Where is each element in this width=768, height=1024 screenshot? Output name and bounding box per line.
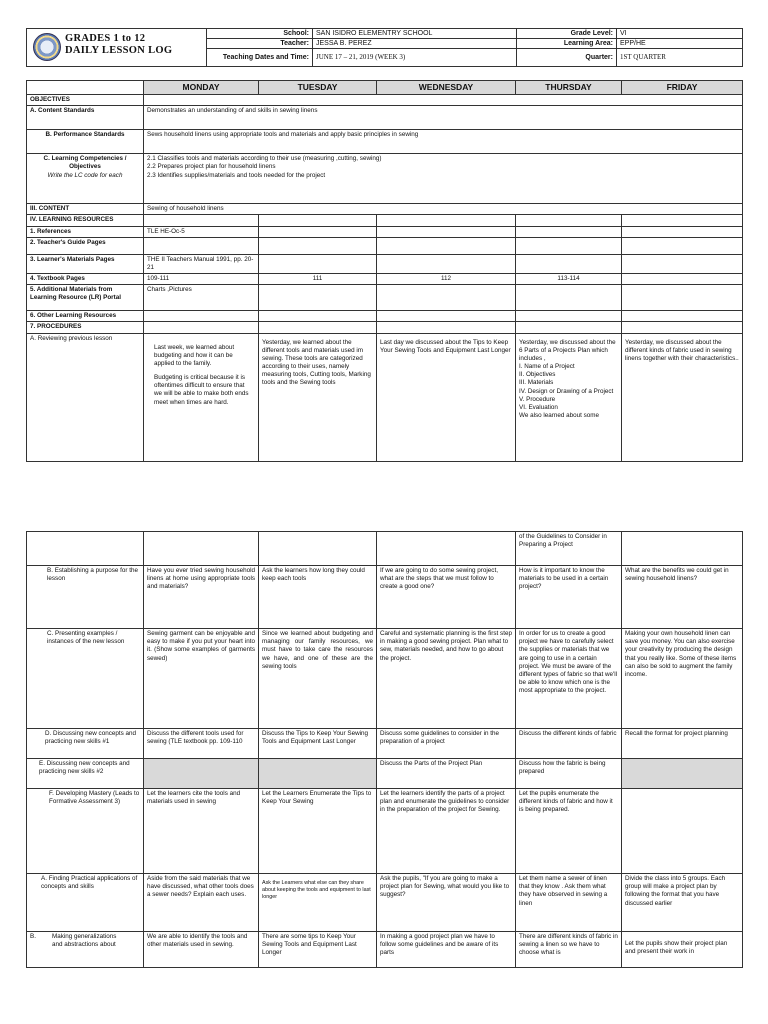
- textbook-thursday: 113-114: [516, 274, 622, 285]
- school-label: School:: [207, 29, 313, 39]
- school-value: SAN ISIDRO ELEMENTRY SCHOOL: [313, 29, 517, 39]
- purpose-wednesday: If we are going to do some sewing project, what are the steps that we must follow to create a good one?: [377, 566, 516, 629]
- discussing1-thursday: Discuss the different kinds of fabric: [516, 729, 622, 759]
- reviewing-thursday-continued: of the Guidelines to Consider in Preparing a Project: [516, 532, 622, 566]
- reviewing-label: A. Reviewing previous lesson: [27, 333, 144, 461]
- teacher-value: JESSA B. PEREZ: [313, 39, 517, 49]
- list-item: VI. Evaluation: [519, 403, 558, 411]
- mastery-monday: Let the learners cite the tools and materials used in sewing: [144, 789, 259, 874]
- list-item: We also learned about some: [519, 412, 600, 420]
- header-table: [26, 28, 743, 67]
- textbook-wednesday: 112: [377, 274, 516, 285]
- purpose-monday: Have you ever tried sewing household linens at home using appropriate tools and materials?: [144, 566, 259, 629]
- generalizations-friday: Let the pupils show their project plan and present their work in: [622, 932, 743, 968]
- mastery-label: F. Developing Mastery (Leads to Formative Assessment 3): [27, 789, 144, 874]
- purpose-friday: What are the benefits we could get in sewing household linens?: [622, 566, 743, 629]
- generalizations-thursday: There are different kinds of fabric in sewing a linen so we have to choose what is: [516, 932, 622, 968]
- competency-line: 2.1 Classifies tools and materials according to their use (measuring ,cutting, sewing): [147, 155, 382, 163]
- discussing1-label: D. Discussing new concepts and practicing new skills #1: [27, 729, 144, 759]
- practical-label: A. Finding Practical applications of concepts and skills: [27, 874, 144, 932]
- competencies-note: Write the LC code for each: [47, 171, 123, 179]
- dates-value: JUNE 17 – 21, 2019 (WEEK 3): [313, 49, 517, 67]
- quarter-value: 1ST QUARTER: [617, 49, 743, 67]
- lesson-table-page-2: [26, 531, 743, 968]
- day-header-wednesday: WEDNESDAY: [377, 81, 516, 95]
- mastery-thursday: Let the pupils enumerate the different kinds of fabric and how it is being prepared.: [516, 789, 622, 874]
- additional-materials-label: 5. Additional Materials from Learning Resource (LR) Portal: [27, 285, 144, 311]
- title-line-1: GRADES 1 to 12: [65, 33, 146, 44]
- content-label: III. CONTENT: [27, 204, 144, 215]
- content-value: Sewing of household linens: [144, 204, 743, 215]
- purpose-label: B. Establishing a purpose for the lesson: [27, 566, 144, 629]
- page-1: [0, 0, 768, 478]
- textbook-friday: [622, 274, 743, 285]
- day-header-monday: MONDAY: [144, 81, 259, 95]
- presenting-wednesday: Careful and systematic planning is the first step in making a good sewing project. Plan what to sew, materials needed, and how to go about the project.: [377, 629, 516, 729]
- day-header-tuesday: TUESDAY: [259, 81, 377, 95]
- list-item: IV. Design or Drawing of a Project: [519, 387, 614, 395]
- quarter-label: Quarter:: [517, 49, 617, 67]
- area-label: Learning Area:: [517, 39, 617, 49]
- discussing1-tuesday: Discuss the Tips to Keep Your Sewing Tools and Equipment Last Longer: [259, 729, 377, 759]
- reviewing-thursday: [516, 333, 622, 461]
- dates-label: Teaching Dates and Time:: [207, 49, 313, 67]
- presenting-tuesday: Since we learned about budgeting and managing our family resources, we must have to take care the resources we have, and one of these are the sewing tools: [259, 629, 377, 729]
- references-label: 1. References: [27, 226, 144, 237]
- additional-materials-value: Charts ,Pictures: [144, 285, 259, 311]
- discussing2-wednesday: Discuss the Parts of the Project Plan: [377, 759, 516, 789]
- generalizations-wednesday: In making a good project plan we have to follow some guidelines and be aware of its parts: [377, 932, 516, 968]
- list-item: I. Name of a Project: [519, 363, 575, 371]
- generalizations-letter: B.: [30, 933, 36, 940]
- procedures-heading: 7. PROCEDURES: [27, 322, 144, 333]
- reviewing-monday-p2: Budgeting is critical because it is oftentimes difficult to ensure that we will be able to make both ends meet when times are hard.: [154, 374, 249, 406]
- practical-tuesday: Ask the Learners what else can they share about keeping the tools and equipment to last longer: [259, 874, 377, 932]
- performance-standards-value: Sews household linens using appropriate tools and materials and apply basic principles in sewing: [144, 130, 743, 154]
- reviewing-monday: [144, 333, 259, 461]
- title-line-2: DAILY LESSON LOG: [65, 45, 173, 57]
- day-header-friday: FRIDAY: [622, 81, 743, 95]
- teacher-label: Teacher:: [207, 39, 313, 49]
- textbook-tuesday: 111: [259, 274, 377, 285]
- teachers-guide-label: 2. Teacher's Guide Pages: [27, 237, 144, 254]
- references-value: TLE HE-Oc-5: [144, 226, 259, 237]
- generalizations-tuesday: There are some tips to Keep Your Sewing Tools and Equipment Last Longer: [259, 932, 377, 968]
- grade-value: VI: [617, 29, 743, 39]
- list-item: III. Materials: [519, 379, 554, 387]
- lesson-table-page-1: [26, 80, 743, 462]
- title-block: [27, 29, 207, 67]
- reviewing-friday: Yesterday, we discussed about the different kinds of fabric used in sewing linens together with their characteristics..: [622, 333, 743, 461]
- reviewing-thursday-intro: Yesterday, we discussed about the 6 Parts of a Projects Plan which includes ,: [519, 338, 616, 362]
- mastery-wednesday: Let the learners identify the parts of a project plan and enumerate the guidelines to consider in the preparation of the project for Sewing.: [377, 789, 516, 874]
- discussing1-monday: Discuss the different tools used for sewing (TLE textbook pp. 109-110: [144, 729, 259, 759]
- objectives-heading: OBJECTIVES: [27, 95, 144, 106]
- practical-friday: Divide the class into 5 groups. Each group will make a project plan by following the format that you have discussed earlier: [622, 874, 743, 932]
- competencies-label-cell: [27, 154, 144, 204]
- competencies-label: C. Learning Competencies / Objectives: [43, 155, 127, 171]
- textbook-monday: 109-111: [144, 274, 259, 285]
- discussing1-friday: Recall the format for project planning: [622, 729, 743, 759]
- practical-thursday: Let them name a sewer of linen that they know . Ask them what they have observed in sewing a linen: [516, 874, 622, 932]
- purpose-tuesday: Ask the learners how long they could keep each tools: [259, 566, 377, 629]
- deped-seal-icon: [33, 33, 61, 61]
- competency-line: 2.2 Prepares project plan for household linens: [147, 163, 276, 171]
- presenting-thursday: In order for us to create a good project we have to carefully select the supplies or materials that we are going to use in a certain project. We must be aware of the different types of fabric so that we'll be able to know which one is the most appropriate to the project.: [516, 629, 622, 729]
- generalizations-label: Making generalizations and abstractions about: [52, 933, 117, 949]
- other-resources-label: 6. Other Learning Resources: [27, 311, 144, 322]
- performance-standards-label: B. Performance Standards: [27, 130, 144, 154]
- grade-label: Grade Level:: [517, 29, 617, 39]
- corner-cell: [27, 81, 144, 95]
- reviewing-tuesday: Yesterday, we learned about the different tools and materials used im sewing. These tools are categorized according to their uses, namely measuring tools, Cutting tools, Marking tools and the Sewing tools: [259, 333, 377, 461]
- content-standards-label: A. Content Standards: [27, 106, 144, 130]
- learners-materials-label: 3. Learner's Materials Pages: [27, 254, 144, 273]
- area-value: EPP/HE: [617, 39, 743, 49]
- discussing1-wednesday: Discuss some guidelines to consider in the preparation of a project: [377, 729, 516, 759]
- practical-wednesday: Ask the pupils, "If you are going to make a project plan for Sewing, what would you like to suggest?: [377, 874, 516, 932]
- list-item: II. Objectives: [519, 371, 556, 379]
- discussing2-label: E. Discussing new concepts and practicing new skills #2: [27, 759, 144, 789]
- reviewing-monday-p1: Last week, we learned about budgeting and how it can be applied to the family.: [154, 343, 235, 367]
- learning-resources-heading: IV. LEARNING RESOURCES: [27, 215, 144, 226]
- generalizations-monday: We are able to identify the tools and other materials used in sewing.: [144, 932, 259, 968]
- day-header-thursday: THURSDAY: [516, 81, 622, 95]
- learners-materials-value: THE II Teachers Manual 1991, pp. 20-21: [144, 254, 259, 273]
- presenting-friday: Making your own household linen can save you money. You can also exercise your creativity by producing the design that you really like. Some of these items can also be sold to augment the family income.: [622, 629, 743, 729]
- mastery-tuesday: Let the Learners Enumerate the Tips to Keep Your Sewing: [259, 789, 377, 874]
- page-2: [0, 528, 768, 1024]
- discussing2-thursday: Discuss how the fabric is being prepared: [516, 759, 622, 789]
- generalizations-label-cell: [27, 932, 144, 968]
- reviewing-wednesday: Last day we discussed about the Tips to Keep Your Sewing Tools and Equipment Last Longer: [377, 333, 516, 461]
- practical-monday: Aside from the said materials that we have discussed, what other tools does a sewer needs? Explain each uses.: [144, 874, 259, 932]
- content-standards-value: Demonstrates an understanding of and skills in sewing linens: [144, 106, 743, 130]
- list-item: V. Procedure: [519, 395, 556, 403]
- presenting-monday: Sewing garment can be enjoyable and easy to make if you put your heart into it. (Show some examples of garments sewed): [144, 629, 259, 729]
- textbook-label: 4. Textbook Pages: [27, 274, 144, 285]
- purpose-thursday: How is it important to know the materials to be used in a certain project?: [516, 566, 622, 629]
- competency-line: 2.3 Identifies supplies/materials and tools needed for the project: [147, 171, 326, 179]
- competencies-value: [144, 154, 743, 204]
- presenting-label: C. Presenting examples / instances of the new lesson: [27, 629, 144, 729]
